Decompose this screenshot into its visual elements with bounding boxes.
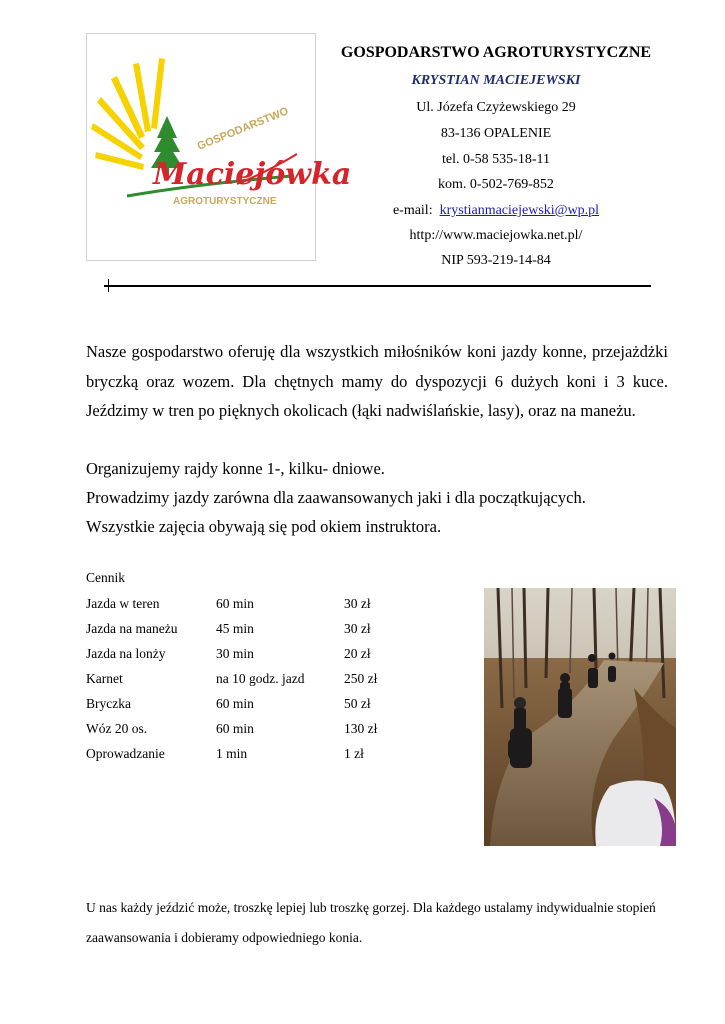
logo-main-text: Maciejówka <box>153 157 352 192</box>
price-value: 1 zł <box>344 746 364 761</box>
header-rule <box>104 285 651 287</box>
pricelist-caption: Cennik <box>86 570 125 585</box>
price-time: na 10 godz. jazd <box>216 671 305 686</box>
riders-photo <box>484 588 676 846</box>
owner-name: KRYSTIAN MACIEJEWSKI <box>411 73 581 88</box>
price-time: 60 min <box>216 696 254 711</box>
postal-address: 83-136 OPALENIE <box>440 126 552 141</box>
logo <box>86 33 352 261</box>
price-time: 30 min <box>216 646 254 661</box>
price-name: Wóz 20 os. <box>86 721 148 736</box>
logo-top-text: GOSPODARSTWO <box>195 105 291 153</box>
price-value: 30 zł <box>344 621 371 636</box>
price-name: Jazda na maneżu <box>86 621 178 636</box>
intro-paragraph: Nasze gospodarstwo oferuję dla wszystkich miłośników koni jazdy konne, przejażdżki bryczką oraz wozem. Dla chętnych mamy do dyspozycji 6 dużych koni i 3 kuce. Jeździmy w tren po pięknych okolicach (łąki nadwiślańskie, lasy), oraz na maneżu. <box>86 342 668 420</box>
price-value: 250 zł <box>344 671 378 686</box>
price-name: Jazda na lonży <box>86 646 166 661</box>
price-value: 30 zł <box>344 596 371 611</box>
price-value: 130 zł <box>344 721 378 736</box>
price-time: 60 min <box>216 596 254 611</box>
price-name: Bryczka <box>86 696 131 711</box>
mobile-phone: kom. 0-502-769-852 <box>438 177 554 192</box>
email-label: e-mail: <box>392 203 440 218</box>
price-name: Karnet <box>86 671 123 686</box>
price-value: 50 zł <box>344 696 371 711</box>
price-time: 1 min <box>216 746 248 761</box>
intro-line-rides: Organizujemy rajdy konne 1-, kilku- dniowe. <box>86 459 385 478</box>
price-value: 20 zł <box>344 646 371 661</box>
intro-line-levels: Prowadzimy jazdy zarówna dla zaawansowanych jaki i dla początkujących. <box>86 488 586 507</box>
price-name: Oprowadzanie <box>86 746 165 761</box>
sun-rays-icon <box>91 58 165 170</box>
intro-line-instructor: Wszystkie zajęcia obywają się pod okiem instruktora. <box>86 517 442 536</box>
price-time: 45 min <box>216 621 254 636</box>
phone: tel. 0-58 535-18-11 <box>442 152 550 167</box>
price-time: 60 min <box>216 721 254 736</box>
nip-number: NIP 593-219-14-84 <box>441 253 551 268</box>
email-line <box>326 203 666 219</box>
email-link[interactable]: krystianmaciejewski@wp.pl <box>439 203 600 218</box>
footer-note: U nas każdy jeździć może, troszkę lepiej lub troszkę gorzej. Dla każdego ustalamy indywidualnie stopień zaawansowania i dobieramy odpowiedniego konia. <box>86 900 656 945</box>
logo-graphic <box>87 34 352 262</box>
street-address: Ul. Józefa Czyżewskiego 29 <box>416 100 576 115</box>
price-name: Jazda w teren <box>86 596 160 611</box>
website: http://www.maciejowka.net.pl/ <box>409 228 583 243</box>
company-name: GOSPODARSTWO AGROTURYSTYCZNE <box>340 44 652 61</box>
logo-bottom-text: AGROTURYSTYCZNE <box>173 196 277 207</box>
